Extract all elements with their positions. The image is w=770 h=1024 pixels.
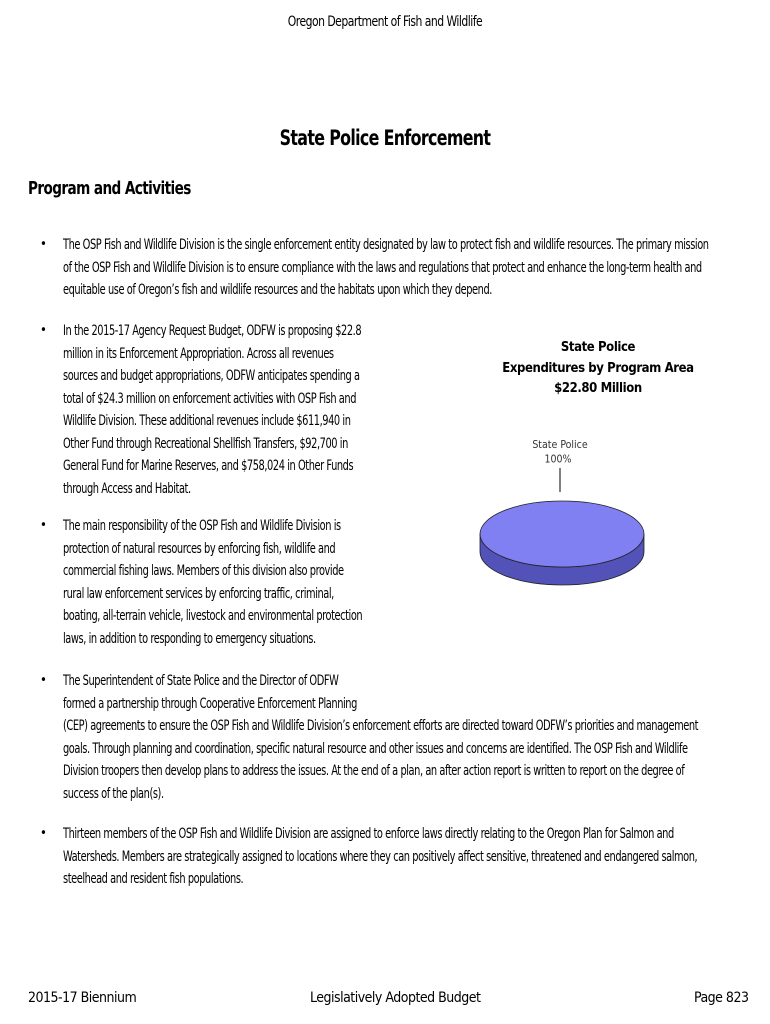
footer-right: Page 823 bbox=[694, 990, 749, 1006]
text-line: equitable use of Oregon’s fish and wildlife resources and the habitats upon which they depend. bbox=[63, 282, 492, 298]
bullet-marker: • bbox=[40, 518, 47, 533]
chart-title-line: State Police bbox=[560, 340, 636, 355]
text-line: steelhead and resident fish populations. bbox=[63, 871, 244, 887]
text-line: of the OSP Fish and Wildlife Division is to ensure compliance with the laws and regulations that protect and enhance the long-term health and bbox=[63, 259, 702, 276]
page-title: State Police Enforcement bbox=[279, 126, 491, 150]
text-line: sources and budget appropriations, ODFW anticipates spending a bbox=[63, 368, 360, 384]
expenditures-pie-chart bbox=[466, 334, 730, 624]
bullet-text bbox=[63, 320, 361, 500]
bullet-text bbox=[63, 234, 709, 302]
bullet-text bbox=[63, 823, 697, 891]
pie-slice-top bbox=[480, 501, 644, 567]
text-line: The main responsibility of the OSP Fish and Wildlife Division is bbox=[63, 518, 341, 534]
text-line: Wildlife Division. These additional revenues include $611,940 in bbox=[63, 413, 351, 429]
chart-title-line: Expenditures by Program Area bbox=[502, 360, 694, 376]
text-line: Other Fund through Recreational Shellfish Transfers, $92,700 in bbox=[63, 435, 348, 452]
footer-center: Legislatively Adopted Budget bbox=[310, 990, 481, 1006]
text-line: boating, all-terrain vehicle, livestock and environmental protection bbox=[63, 608, 363, 624]
bullet-marker: • bbox=[40, 237, 47, 252]
slice-label: State Police bbox=[532, 439, 588, 451]
bullet-text bbox=[63, 515, 362, 650]
text-line: goals. Through planning and coordination, specific natural resource and other issues and concerns are identified. The OSP Fish and Wildlife bbox=[63, 740, 688, 757]
bullet-marker: • bbox=[40, 673, 47, 688]
text-line: The OSP Fish and Wildlife Division is the single enforcement entity designated by law to protect fish and wildlife resources. The primary mission bbox=[63, 237, 709, 253]
text-line: success of the plan(s). bbox=[63, 785, 164, 802]
text-line: laws, in addition to responding to emergency situations. bbox=[63, 630, 316, 647]
footer-left: 2015-17 Biennium bbox=[28, 990, 137, 1006]
text-line: million in its Enforcement Appropriation. Across all revenues bbox=[63, 345, 334, 362]
text-line: protection of natural resources by enforcing fish, wildlife and bbox=[63, 540, 336, 557]
page-header-agency: Oregon Department of Fish and Wildlife bbox=[287, 14, 483, 30]
text-line: Watersheds. Members are strategically assigned to locations where they can positively affect sensitive, threatened and endangered salmon, bbox=[63, 848, 698, 865]
text-line: In the 2015-17 Agency Request Budget, ODFW is proposing $22.8 bbox=[63, 323, 362, 339]
chart-title-line: $22.80 Million bbox=[554, 381, 642, 396]
text-line: Thirteen members of the OSP Fish and Wildlife Division are assigned to enforce laws directly relating to the Oregon Plan for Salmon and bbox=[63, 826, 674, 842]
bullet-marker: • bbox=[40, 323, 47, 338]
text-line: commercial fishing laws. Members of this division also provide bbox=[63, 563, 344, 579]
text-line: rural law enforcement services by enforcing traffic, criminal, bbox=[63, 585, 334, 602]
text-line: through Access and Habitat. bbox=[63, 480, 191, 497]
pie-slice-state-police bbox=[480, 501, 644, 585]
bullet-text bbox=[63, 670, 698, 805]
pie-chart-svg bbox=[466, 334, 730, 624]
text-line: formed a partnership through Cooperative Enforcement Planning bbox=[63, 695, 357, 712]
text-line: The Superintendent of State Police and the Director of ODFW bbox=[63, 673, 339, 689]
text-line: Division troopers then develop plans to address the issues. At the end of a plan, an after action report is written to report on the degree of bbox=[63, 763, 685, 779]
text-line: General Fund for Marine Reserves, and $758,024 in Other Funds bbox=[63, 458, 354, 474]
slice-value-label: 100% bbox=[544, 453, 572, 466]
text-line: (CEP) agreements to ensure the OSP Fish and Wildlife Division’s enforcement efforts are directed toward ODFW’s priorities and management bbox=[63, 718, 699, 734]
text-line: total of $24.3 million on enforcement activities with OSP Fish and bbox=[63, 390, 357, 407]
bullet-marker: • bbox=[40, 826, 47, 841]
section-heading: Program and Activities bbox=[28, 178, 191, 199]
